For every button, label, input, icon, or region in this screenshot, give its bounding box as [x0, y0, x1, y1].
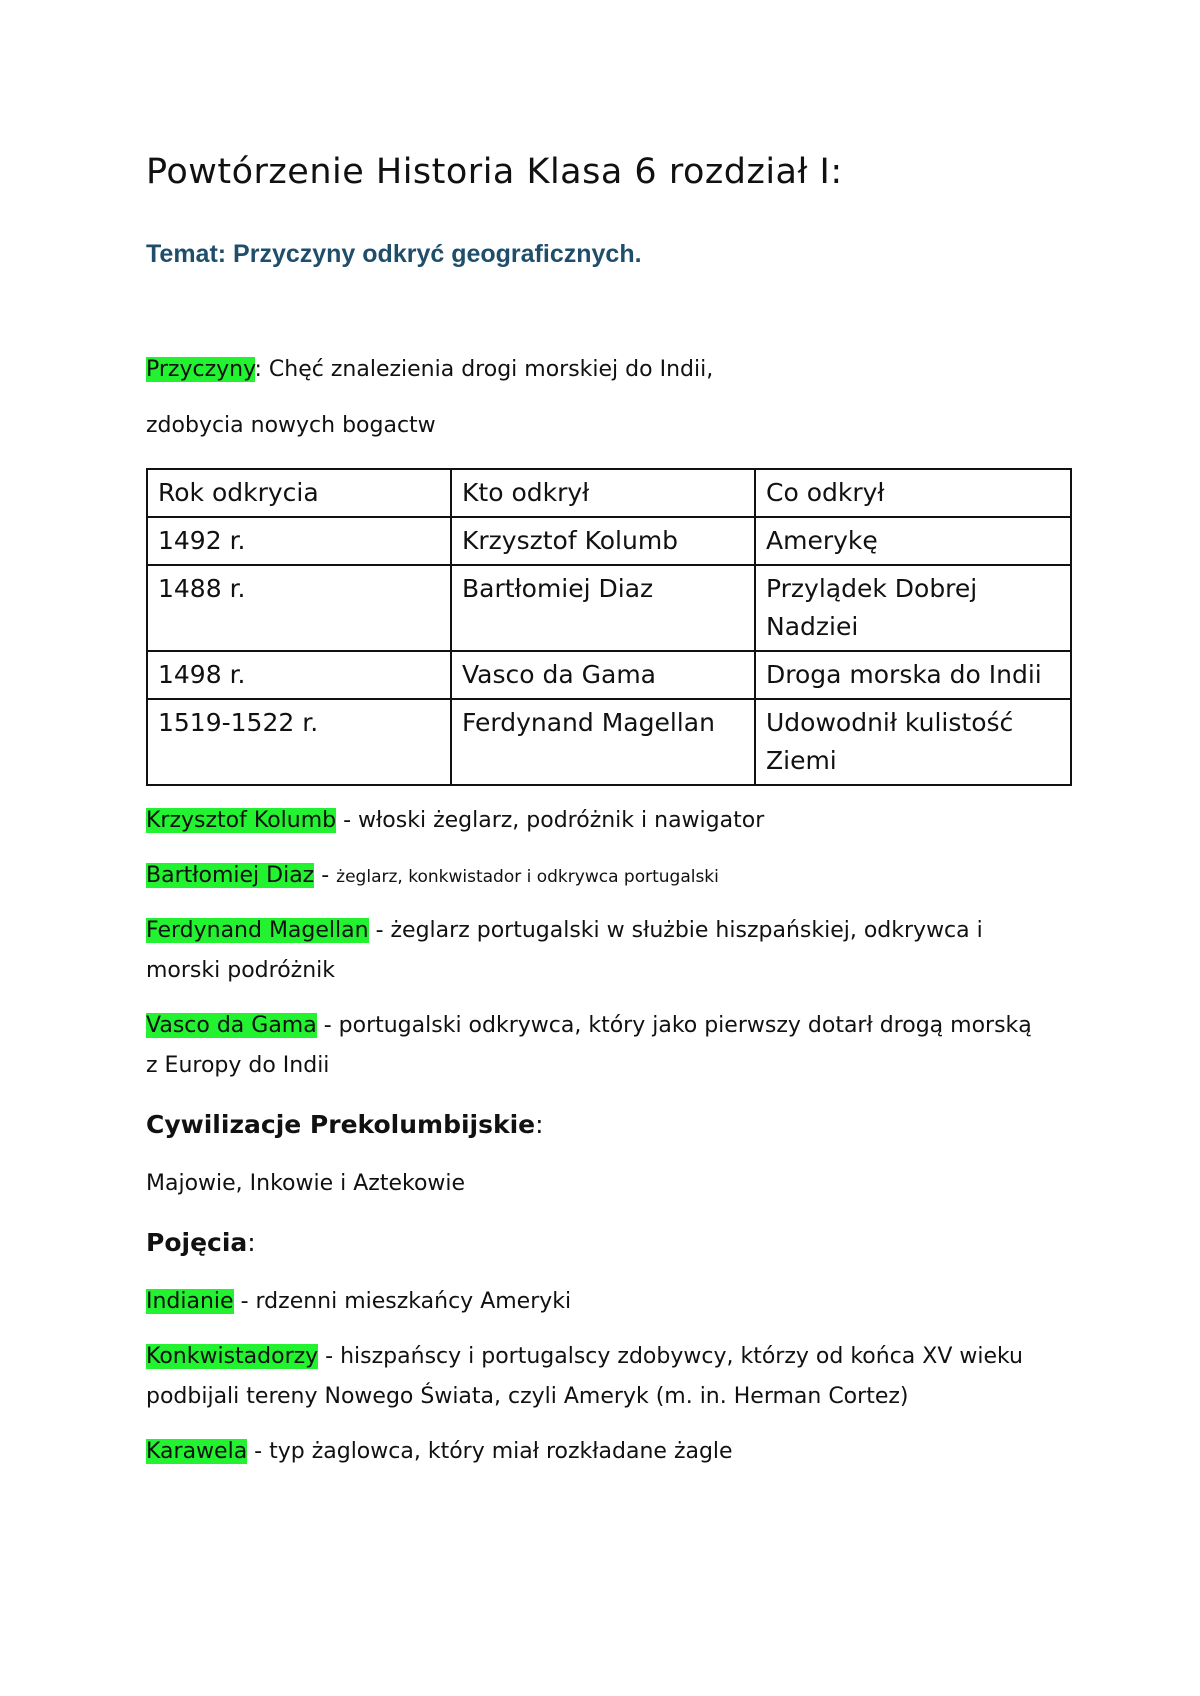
explorer-desc: - portugalski odkrywca, który jako pierwszy dotarł drogą morską [316, 1013, 1032, 1038]
concept-desc: - typ żaglowca, który miał rozkładane żagle [247, 1439, 733, 1464]
explorer-name: Bartłomiej Diaz [146, 863, 315, 888]
concept-entry-konkwistadorzy [146, 1344, 1023, 1369]
table-row [147, 517, 1071, 565]
concepts-heading-text: Pojęcia [146, 1228, 248, 1257]
explorer-desc-line-2: z Europy do Indii [146, 1053, 330, 1078]
explorer-name: Krzysztof Kolumb [146, 808, 337, 833]
document-subtitle: Temat: Przyczyny odkryć geograficznych. [146, 240, 642, 268]
civilizations-text: Majowie, Inkowie i Aztekowie [146, 1171, 466, 1196]
explorer-desc-line-2: morski podróżnik [146, 958, 335, 983]
concept-term: Konkwistadorzy [146, 1344, 319, 1369]
civilizations-heading-text: Cywilizacje Prekolumbijskie [146, 1110, 536, 1139]
concepts-heading-colon: : [247, 1228, 256, 1257]
discoveries-table [146, 468, 1072, 786]
table-cell-discovery: Udowodnił kulistość Ziemi [755, 699, 1071, 785]
table-cell-year: 1488 r. [147, 565, 451, 651]
civilizations-heading [146, 1110, 544, 1139]
explorer-desc: żeglarz, konkwistador i odkrywca portugalski [336, 867, 719, 887]
concept-entry-karawela [146, 1439, 733, 1464]
explorer-desc-separator: - [314, 863, 337, 888]
table-cell-discovery: Amerykę [755, 517, 1071, 565]
table-row [147, 651, 1071, 699]
table-cell-explorer: Krzysztof Kolumb [451, 517, 755, 565]
table-cell-explorer: Ferdynand Magellan [451, 699, 755, 785]
concept-term: Indianie [146, 1289, 234, 1314]
concepts-heading [146, 1228, 256, 1257]
table-header-cell: Co odkrył [755, 469, 1071, 517]
explorer-name: Ferdynand Magellan [146, 918, 369, 943]
table-cell-year: 1519-1522 r. [147, 699, 451, 785]
table-cell-discovery: Droga morska do Indii [755, 651, 1071, 699]
civilizations-heading-colon: : [535, 1110, 544, 1139]
table-row [147, 699, 1071, 785]
explorer-entry-kolumb [146, 808, 764, 833]
causes-label: Przyczyny [146, 357, 255, 382]
explorer-desc: - żeglarz portugalski w służbie hiszpańskiej, odkrywca i [368, 918, 983, 943]
table-header-cell: Rok odkrycia [147, 469, 451, 517]
explorer-desc: - włoski żeglarz, podróżnik i nawigator [336, 808, 765, 833]
table-cell-discovery: Przylądek Dobrej Nadziei [755, 565, 1071, 651]
table-cell-explorer: Bartłomiej Diaz [451, 565, 755, 651]
concept-desc: - hiszpańscy i portugalscy zdobywcy, którzy od końca XV wieku [318, 1344, 1024, 1369]
causes-line [146, 357, 713, 382]
table-header-cell: Kto odkrył [451, 469, 755, 517]
explorer-entry-magellan [146, 918, 983, 943]
table-cell-year: 1498 r. [147, 651, 451, 699]
causes-text: : Chęć znalezienia drogi morskiej do Indii, [254, 357, 714, 382]
document-title: Powtórzenie Historia Klasa 6 rozdział I: [146, 152, 843, 192]
table-header-row [147, 469, 1071, 517]
concept-term: Karawela [146, 1439, 248, 1464]
causes-line-2: zdobycia nowych bogactw [146, 413, 436, 438]
explorer-entry-diaz [146, 863, 719, 888]
concept-desc-line-2: podbijali tereny Nowego Świata, czyli Ameryk (m. in. Herman Cortez) [146, 1384, 909, 1409]
table-cell-explorer: Vasco da Gama [451, 651, 755, 699]
concept-entry-indianie [146, 1289, 571, 1314]
table-row [147, 565, 1071, 651]
explorer-name: Vasco da Gama [146, 1013, 317, 1038]
explorer-entry-gama [146, 1013, 1032, 1038]
concept-desc: - rdzenni mieszkańcy Ameryki [233, 1289, 572, 1314]
table-cell-year: 1492 r. [147, 517, 451, 565]
